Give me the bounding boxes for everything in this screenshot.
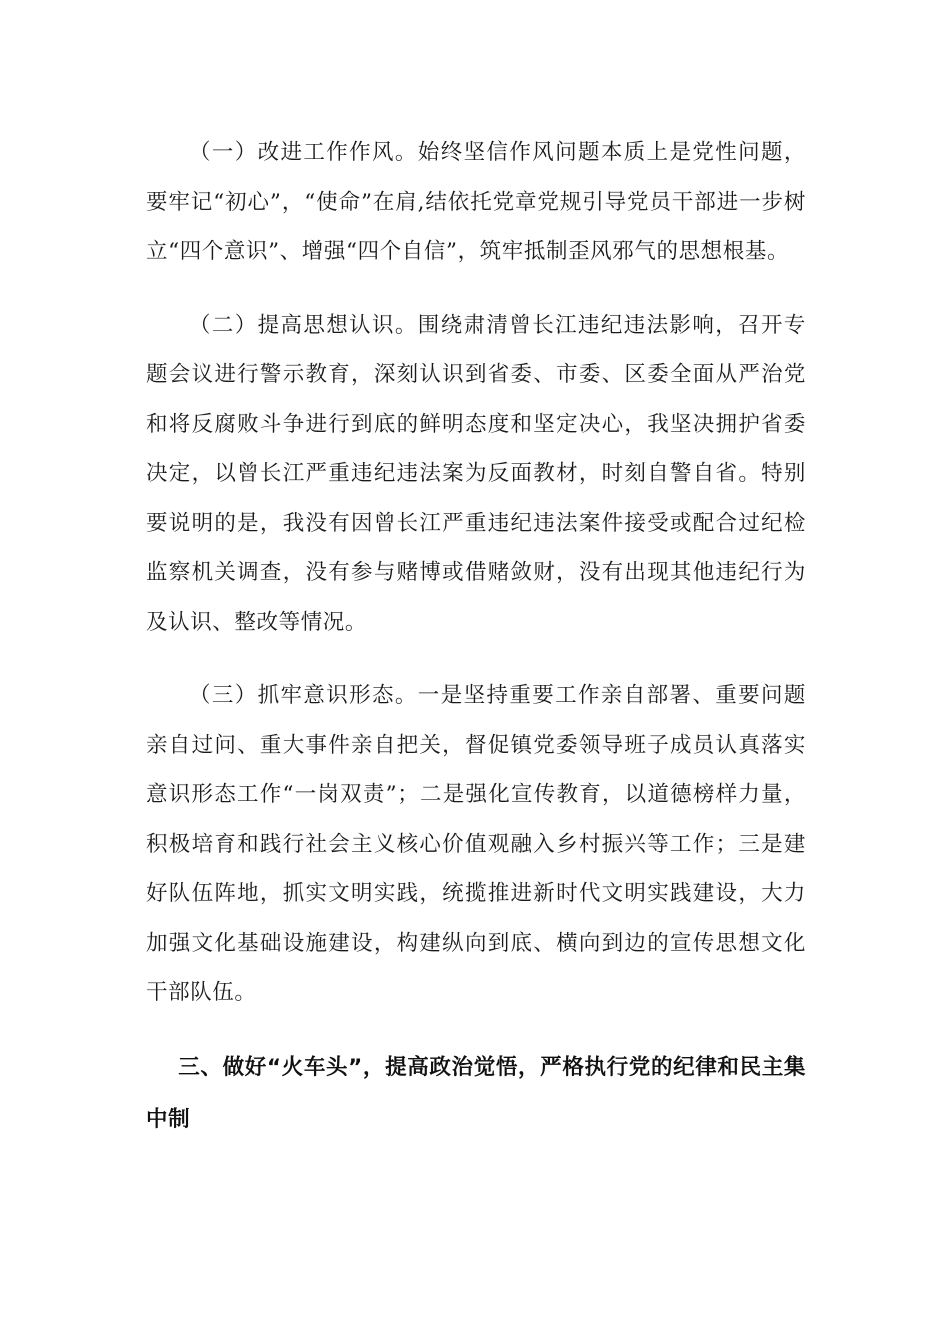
document-body [146,128,806,1146]
section-heading: 三、做好“火车头”，提高政治觉悟，严格执行党的纪律和民主集中制 [146,1054,806,1132]
paragraph-ideology: （三）抓牢意识形态。一是坚持重要工作亲自部署、重要问题亲自过问、重大事件亲自把关，督促镇党委领导班子成员认真落实意识形态工作“一岗双责”；二是强化宣传教育，以道德榜样力量，积极培育和践行社会主义核心价值观融入乡村振兴等工作；三是建好队伍阵地，抓实文明实践，统揽推进新时代文明实践建设，大力加强文化基础设施建设，构建纵向到底、横向到边的宣传思想文化干部队伍。 [146,683,806,1005]
paragraph-raise-awareness: （二）提高思想认识。围绕肃清曾长江违纪违法影响，召开专题会议进行警示教育，深刻认识到省委、市委、区委全面从严治党和将反腐败斗争进行到底的鲜明态度和坚定决心，我坚决拥护省委决定，以曾长江严重违纪违法案为反面教材，时刻自警自省。特别要说明的是，我没有因曾长江严重违纪违法案件接受或配合过纪检监察机关调查，没有参与赌博或借赌敛财，没有出现其他违纪行为及认识、整改等情况。 [146,312,806,635]
paragraph-improve-work-style: （一）改进工作作风。始终坚信作风问题本质上是党性问题，要牢记“初心”，“使命”在肩,结依托党章党规引导党员干部进一步树立“四个意识”、增强“四个自信”，筑牢抵制歪风邪气的思想根基。 [146,140,806,264]
